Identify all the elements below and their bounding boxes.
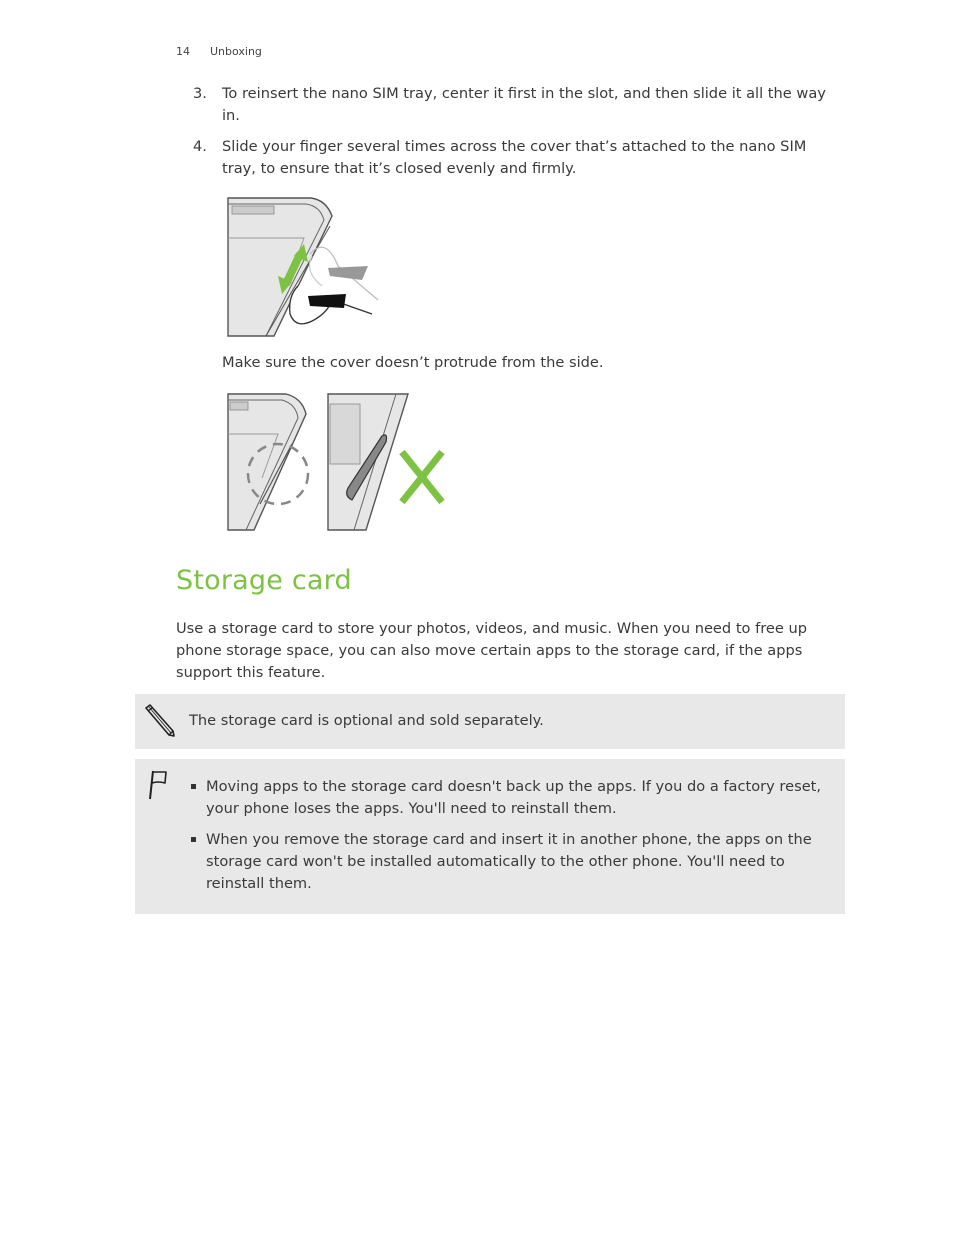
bullet-icon bbox=[191, 784, 196, 789]
sim-cover-slide-illustration bbox=[226, 196, 386, 338]
important-box bbox=[135, 759, 845, 914]
page-number: 14 bbox=[176, 45, 190, 58]
section-heading: Storage card bbox=[176, 565, 352, 596]
step-number: 4. bbox=[193, 138, 207, 155]
caption: Make sure the cover doesn’t protrude from the side. bbox=[222, 354, 604, 371]
step-4 bbox=[193, 136, 843, 180]
list-item bbox=[190, 829, 842, 895]
pencil-icon bbox=[143, 703, 179, 739]
running-header bbox=[176, 45, 262, 58]
list-item-text: When you remove the storage card and insert it in another phone, the apps on the storage card won't be installed automatically to the other phone. You'll need to reinstall them. bbox=[206, 831, 812, 892]
list-item bbox=[190, 776, 842, 820]
cover-protruding-illustration bbox=[326, 392, 452, 532]
list-item-text: Moving apps to the storage card doesn't back up the apps. If you do a factory reset, your phone loses the apps. You'll need to reinstall them. bbox=[206, 778, 822, 817]
step-3 bbox=[193, 83, 843, 127]
step-text: Slide your finger several times across the cover that’s attached to the nano SIM tray, to ensure that it’s closed evenly and firmly. bbox=[222, 138, 807, 177]
important-list bbox=[190, 776, 842, 904]
note-text: The storage card is optional and sold separately. bbox=[189, 712, 544, 729]
flag-icon bbox=[148, 769, 170, 801]
step-number: 3. bbox=[193, 85, 207, 102]
section-name: Unboxing bbox=[210, 45, 262, 58]
bullet-icon bbox=[191, 837, 196, 842]
section-body: Use a storage card to store your photos, videos, and music. When you need to free up phone storage space, you can also move certain apps to the storage card, if the apps support this feature. bbox=[176, 620, 808, 681]
cover-flush-illustration bbox=[226, 392, 310, 532]
note-box bbox=[135, 694, 845, 749]
step-text: To reinsert the nano SIM tray, center it first in the slot, and then slide it all the way in. bbox=[222, 85, 826, 124]
x-mark-icon bbox=[402, 452, 442, 502]
